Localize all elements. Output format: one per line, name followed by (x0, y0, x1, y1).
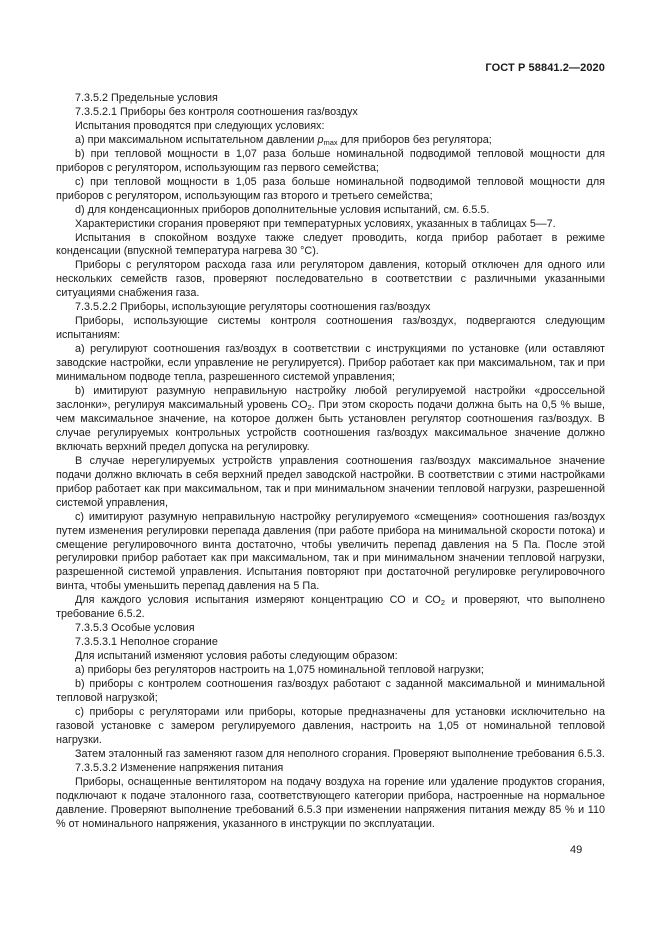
subscript: 2 (440, 598, 445, 608)
paragraph: Приборы, оснащенные вентилятором на подачу воздуха на горение или удаление продуктов сгорания, подключают к подаче эталонного газа, соответствующего категории прибора, настроенные на нормальное давление. Проверяют выполнение требований 6.5.3 при изменении напряжения питания между 85 % и 110 % от номинального напряжения, указанного в инструкции по эксплуатации. (56, 775, 605, 830)
paragraph: Испытания в спокойном воздухе также следует проводить, когда прибор работает в режиме конденсации (впускной температура нагрева 30 °С). (56, 231, 605, 258)
text-run: а) при максимальном испытательном давлении (75, 133, 318, 146)
list-item: c) при тепловой мощности в 1,05 раза больше номинальной подводимой тепловой мощности для приборов с регулятором, использующим газ второго и третьего семейства; (56, 175, 605, 202)
paragraph: Испытания проводятся при следующих условиях: (75, 119, 325, 132)
list-item: b) при тепловой мощности в 1,07 раза больше номинальной подводимой тепловой мощности для приборов с регулятором, использующим газ первого семейства; (56, 147, 605, 174)
subsection-heading: 7.3.5.3.2 Изменение напряжения питания (75, 761, 284, 774)
list-item: c) приборы с регуляторами или приборы, которые предназначены для установки исключительно на газовой установке с замером регулируемого давления, настроить на 1,05 от номинальной тепловой нагрузки. (56, 705, 605, 746)
subscript: 2 (307, 402, 312, 412)
list-item (56, 385, 605, 455)
text-run: для приборов без регулятора; (337, 133, 492, 146)
subsection-heading: 7.3.5.2.2 Приборы, использующие регуляторы соотношения газ/воздух (75, 301, 431, 314)
section-heading: 7.3.5.3 Особые условия (75, 622, 195, 635)
list-item: с) имитируют разумную неправильную настройку регулируемого «смещения» соотношения газ/воздух путем изменения регулировки перепада давления (при работе прибора на минимальной скорости потока) и смещение регулировочного винта достаточно, чтобы увеличить перепад давления на 5 Па. После этой регулировки прибор работает как при максимальном, так и при минимальном значении тепловой нагрузки, разрешенной системой управления. Испытания повторяют при достаточной регулировке регулировочного винта, чтобы уменьшить перепад давления на 5 Па. (56, 510, 605, 593)
paragraph: Приборы, использующие системы контроля соотношения газ/воздух, подвергаются следующим испытаниям: (56, 315, 605, 342)
page-number: 49 (570, 844, 583, 856)
text-run: b) имитируют разумную неправильную настройку любой регулируемой настройки «дроссельной заслонки», регулируя максимальный уровень CO (56, 385, 605, 411)
variable-symbol: p (317, 133, 324, 146)
subscript: max (323, 137, 338, 147)
document-body (56, 92, 605, 832)
list-item: b) приборы с контролем соотношения газ/воздух работают с заданной максимальной и минимальной тепловой нагрузкой; (56, 678, 605, 704)
paragraph: В случае нерегулируемых устройств управления соотношения газ/воздух максимальное значение подачи должно включать в себя верхний предел заводской настройки. В соответствии с этими настройками прибор работает как при максимальном, так и при минимальном значении тепловой нагрузки, разрешенной системой управления, (56, 454, 605, 509)
list-item: а) регулируют соотношения газ/воздух в соответствии с инструкциями по установке (или оставляют заводские настройки, если управление не регулируется). Прибор работает как при максимальном, так и при минимальном подводе тепла, разрешенного системой управления; (56, 343, 605, 384)
list-item (56, 134, 605, 148)
subsection-heading: 7.3.5.2.1 Приборы без контроля соотношения газ/воздух (75, 105, 358, 118)
paragraph (56, 594, 605, 622)
section-heading: 7.3.5.2 Предельные условия (75, 92, 218, 104)
paragraph: Характеристики сгорания проверяют при температурных условиях, указанных в таблицах 5—7. (75, 217, 556, 230)
document-header: ГОСТ Р 58841.2—2020 (485, 62, 605, 74)
text-run: и проверяют, что выполнено требование 6.5.2. (56, 594, 605, 621)
text-run: Для каждого условия испытания измеряют концентрацию СО и СО (75, 594, 441, 607)
list-item: а) приборы без регуляторов настроить на 1,075 номинальной тепловой нагрузки; (75, 664, 484, 677)
subsection-heading: 7.3.5.3.1 Неполное сгорание (75, 636, 218, 649)
paragraph: Затем эталонный газ заменяют газом для неполного сгорания. Проверяют выполнение требования 6.5.3. (75, 747, 605, 760)
paragraph: Приборы с регулятором расхода газа или регулятором давления, который отключен для одного или нескольких семейств газов, проверяют последовательно в соответствии с различными указанными ситуациями снабжения газа. (56, 259, 605, 300)
list-item: d) для конденсационных приборов дополнительные условия испытаний, см. 6.5.5. (75, 203, 490, 216)
text-run: . При этом скорость подачи должна быть на 0,5 % выше, чем максимальное значение, на которое должен быть установлен регулятор соотношения газ/воздух. В случае регулируемых контрольных устройств соотношения газ/воздух максимальное значение должно включать верхний предел допуска на регулировку. (56, 398, 605, 453)
paragraph: Для испытаний изменяют условия работы следующим образом: (75, 650, 398, 663)
